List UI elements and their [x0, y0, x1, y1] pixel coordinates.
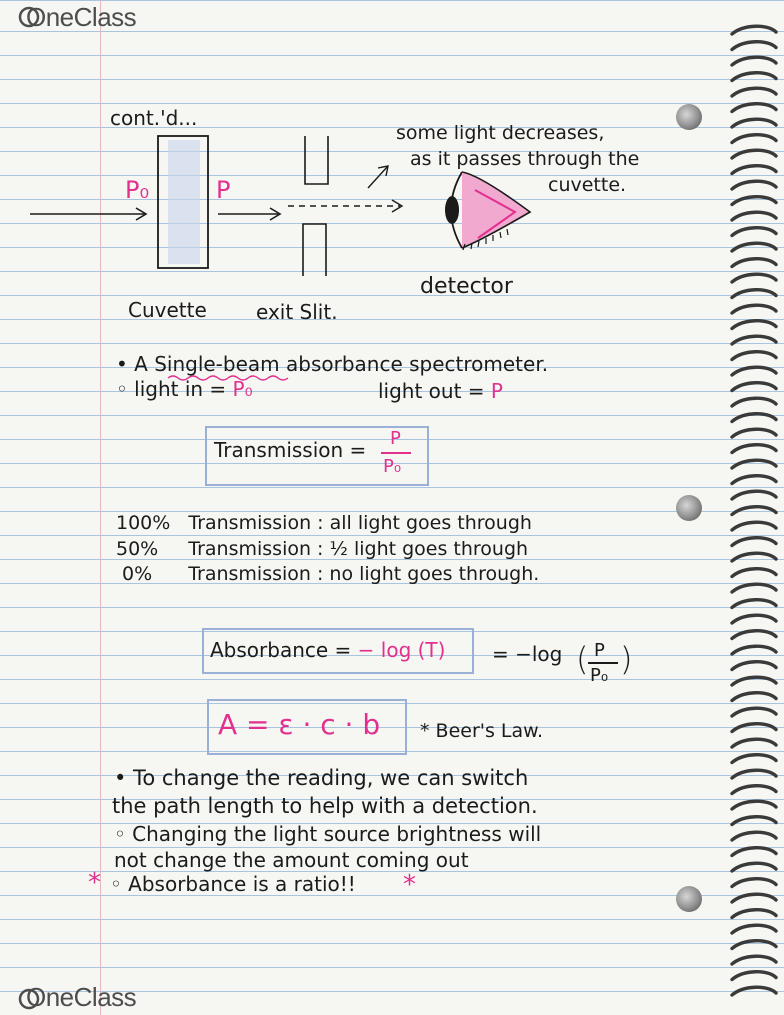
- light-in-value: P₀: [232, 377, 253, 401]
- paren-open: (: [576, 640, 589, 678]
- p0-label: P₀: [125, 176, 150, 204]
- cuvette-label: Cuvette: [128, 298, 207, 322]
- transmission-row: [116, 512, 532, 534]
- annotation-line-2: as it passes through the: [410, 148, 640, 170]
- light-out-line: [378, 379, 503, 403]
- note-line: • To change the reading, we can switch: [114, 766, 529, 790]
- transmission-pct: 0%: [122, 563, 153, 585]
- paren-close: ): [620, 640, 633, 678]
- note-line: not change the amount coming out: [114, 848, 469, 872]
- oneclass-logo-bottom: OneClass: [26, 982, 137, 1012]
- transmission-text: Transmission : all light goes through: [188, 512, 532, 534]
- beers-law-formula: A = ε · c · b: [218, 708, 381, 741]
- transmission-text: Transmission : ½ light goes through: [188, 538, 529, 560]
- absorbance-label-text: Absorbance =: [210, 638, 358, 662]
- exit-slit-label: exit Slit.: [256, 300, 338, 324]
- continued-heading: cont.'d...: [110, 106, 198, 130]
- absorbance-fraction-bar: [588, 662, 618, 664]
- transmission-label: Transmission =: [214, 438, 367, 462]
- single-beam-note: • A Single-beam absorbance spectrometer.: [116, 352, 549, 376]
- annotation-line-1: some light decreases,: [396, 122, 605, 144]
- light-in-label: ◦ light in =: [116, 377, 233, 401]
- transmission-row: [116, 538, 528, 560]
- star-right: *: [403, 870, 416, 900]
- transmission-fraction-bar: [381, 452, 411, 454]
- detector-label: detector: [420, 274, 513, 299]
- note-line: the path length to help with a detection.: [112, 794, 538, 818]
- note-line: ◦ Absorbance is a ratio!!: [110, 872, 356, 896]
- annotation-line-3: cuvette.: [548, 174, 627, 196]
- absorbance-formula: − log (T): [357, 638, 446, 662]
- detector-eye-icon: [445, 172, 530, 250]
- absorbance-label: [210, 638, 445, 662]
- beers-law-note: * Beer's Law.: [420, 720, 543, 742]
- p-label: P: [216, 176, 231, 204]
- absorbance-rhs-denominator: P₀: [590, 665, 609, 686]
- light-out-value: P: [490, 379, 503, 403]
- transmission-numerator: P: [390, 428, 401, 449]
- cuvette-hatching: [168, 140, 200, 264]
- light-out-label: light out =: [378, 379, 491, 403]
- oneclass-logo-top: OneClass: [26, 2, 137, 32]
- transmission-text: Transmission : no light goes through.: [188, 563, 540, 585]
- transmission-pct: 50%: [116, 538, 159, 560]
- light-in-line: [116, 377, 253, 401]
- absorbance-rhs-numerator: P: [594, 640, 605, 661]
- transmission-denominator: P₀: [383, 456, 402, 477]
- transmission-row: [122, 563, 539, 585]
- transmission-pct: 100%: [116, 512, 171, 534]
- star-left: *: [88, 868, 101, 898]
- note-line: ◦ Changing the light source brightness will: [114, 822, 542, 846]
- absorbance-rhs: = −log: [492, 642, 563, 666]
